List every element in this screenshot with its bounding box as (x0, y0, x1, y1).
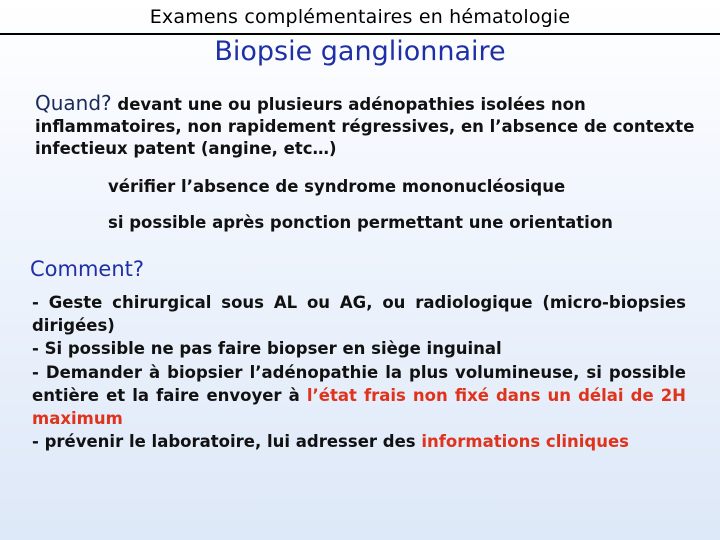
quand-rest-text: inflammatoires, non rapidement régressives, en l’absence de contexte infectieux patent (angine, etc…) (35, 117, 695, 158)
comment-item-demander-text: - Demander à biopsier l’adénopathie la plus volumineuse, si possible entière et la faire envoyer à (32, 362, 686, 405)
comment-label: Comment? (30, 257, 145, 281)
quand-section (35, 92, 695, 160)
comment-item-prevenir (32, 430, 686, 453)
comment-item-prevenir-text: - prévenir le laboratoire, lui adresser des (32, 432, 416, 452)
comment-section (32, 291, 686, 453)
header-title: Examens complémentaires en hématologie (149, 6, 571, 28)
quand-label: Quand? (35, 91, 112, 115)
header-divider (0, 33, 720, 35)
quand-item-verify: vérifier l’absence de syndrome mononucléosique (108, 177, 566, 196)
quand-first-line (35, 92, 695, 116)
comment-item-prevenir-highlight: informations cliniques (421, 432, 629, 452)
quand-first-text: devant une ou plusieurs adénopathies isolées non (117, 95, 586, 114)
comment-item-inguinal: - Si possible ne pas faire biopser en siège inguinal (32, 339, 502, 359)
comment-item-demander (32, 361, 686, 431)
quand-item-ponction: si possible après ponction permettant une orientation (108, 213, 613, 232)
comment-item-geste: - Geste chirurgical sous AL ou AG, ou radiologique (micro-biopsies dirigées) (32, 293, 686, 336)
comment-item-demander-highlight: l’état frais non fixé dans un délai de 2H maximum (32, 385, 686, 429)
slide-title: Biopsie ganglionnaire (214, 36, 506, 67)
